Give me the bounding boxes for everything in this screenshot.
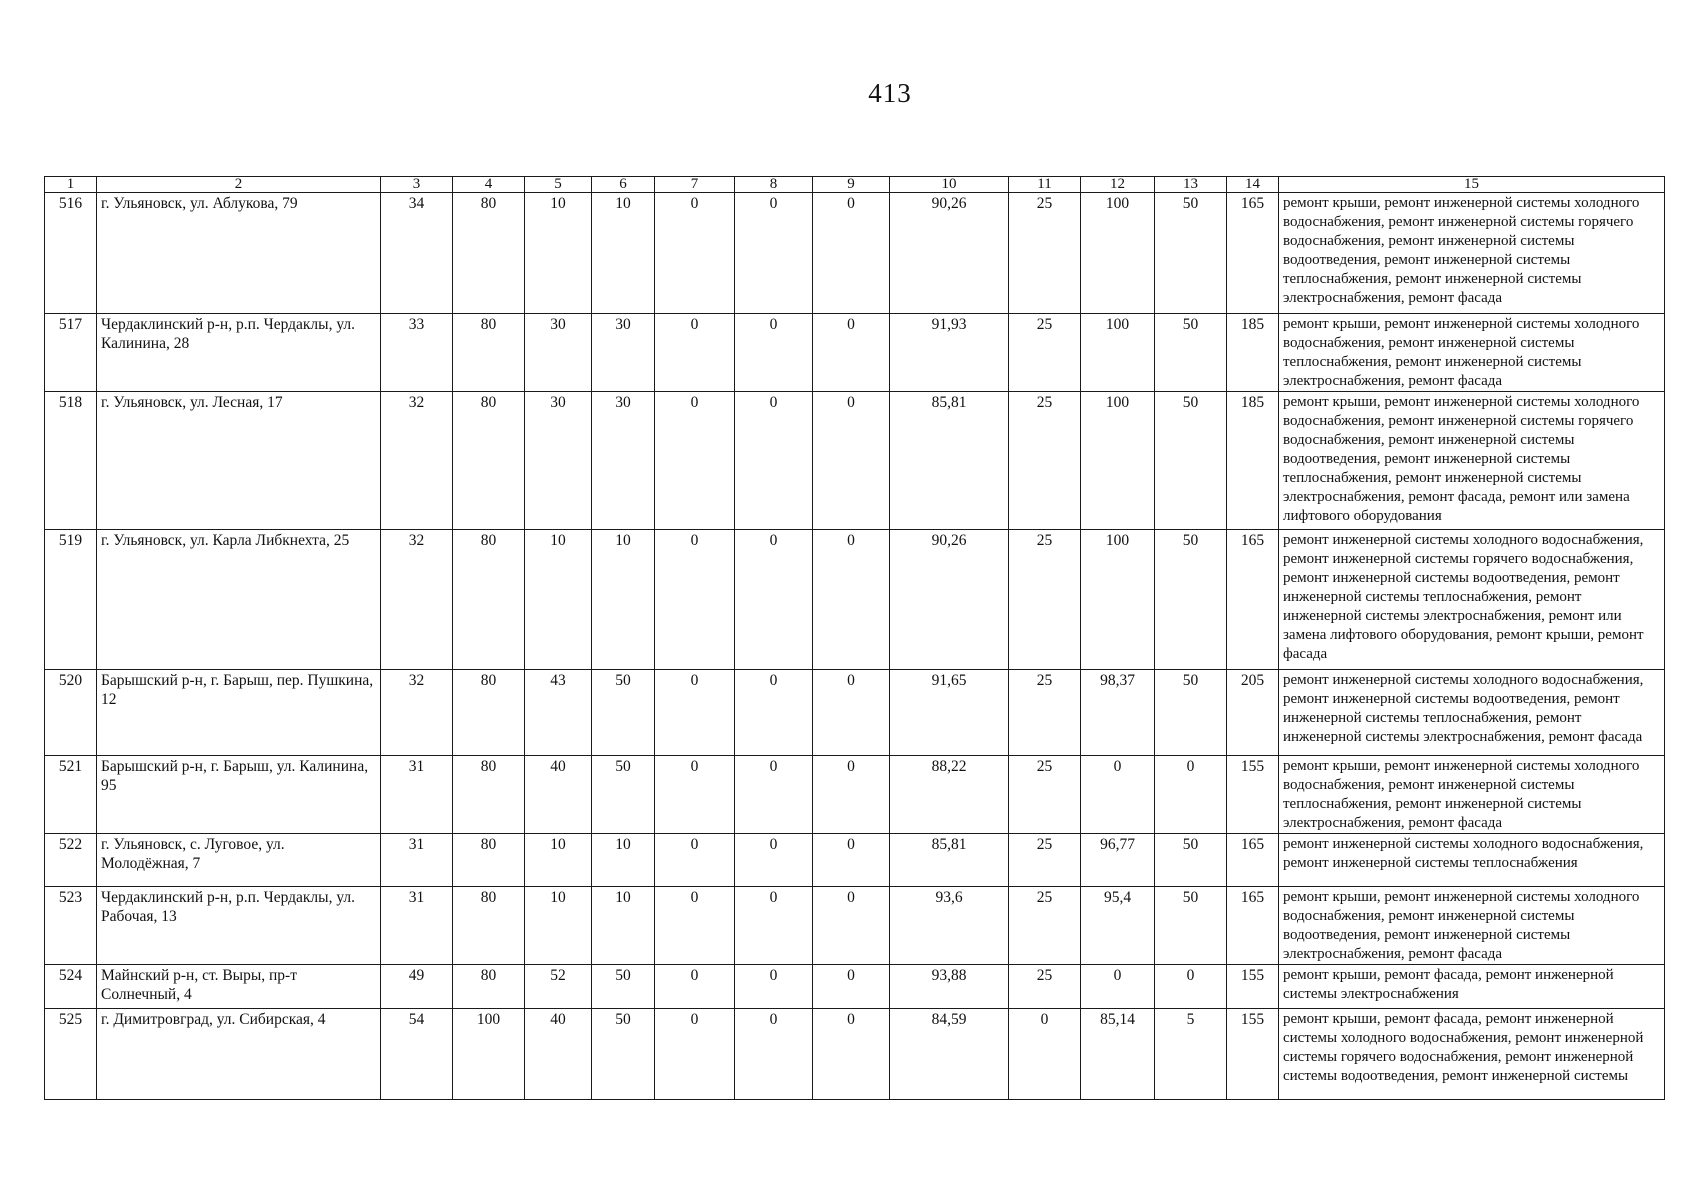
table-cell: 0 <box>655 530 735 670</box>
address-cell: Барышский р-н, г. Барыш, ул. Калинина, 95 <box>97 756 381 834</box>
table-cell: 25 <box>1009 392 1081 530</box>
column-header: 15 <box>1279 177 1665 193</box>
table-cell: 80 <box>453 756 525 834</box>
table-cell: 0 <box>1009 1009 1081 1100</box>
table-cell: 155 <box>1227 1009 1279 1100</box>
table-cell: 100 <box>1081 530 1155 670</box>
column-header: 6 <box>592 177 655 193</box>
address-cell: г. Ульяновск, с. Луговое, ул. Молодёжная, 7 <box>97 834 381 887</box>
row-number-cell: 520 <box>45 670 97 756</box>
table-cell: 25 <box>1009 756 1081 834</box>
table-cell: 0 <box>1081 965 1155 1009</box>
table-cell: 50 <box>1155 887 1227 965</box>
table-cell: 31 <box>381 756 453 834</box>
repair-works-cell: ремонт инженерной системы холодного водоснабжения, ремонт инженерной системы теплоснабжения <box>1279 834 1665 887</box>
repair-works-cell: ремонт крыши, ремонт инженерной системы холодного водоснабжения, ремонт инженерной системы водоотведения, ремонт инженерной системы электроснабжения, ремонт фасада <box>1279 887 1665 965</box>
table-cell: 0 <box>655 1009 735 1100</box>
table-cell: 85,81 <box>890 392 1009 530</box>
column-header: 12 <box>1081 177 1155 193</box>
address-cell: Чердаклинский р-н, р.п. Чердаклы, ул. Калинина, 28 <box>97 314 381 392</box>
table-row <box>45 756 1665 834</box>
table-cell: 30 <box>592 392 655 530</box>
table-cell: 100 <box>1081 392 1155 530</box>
address-cell: Майнский р-н, ст. Выры, пр-т Солнечный, 4 <box>97 965 381 1009</box>
table-cell: 80 <box>453 670 525 756</box>
row-number-cell: 519 <box>45 530 97 670</box>
table-cell: 25 <box>1009 834 1081 887</box>
table-cell: 0 <box>655 834 735 887</box>
table-cell: 80 <box>453 834 525 887</box>
table-cell: 52 <box>525 965 592 1009</box>
address-cell: Барышский р-н, г. Барыш, пер. Пушкина, 12 <box>97 670 381 756</box>
table-cell: 0 <box>813 965 890 1009</box>
table-cell: 10 <box>592 530 655 670</box>
table-cell: 50 <box>592 756 655 834</box>
table-cell: 80 <box>453 965 525 1009</box>
table-cell: 49 <box>381 965 453 1009</box>
repair-works-cell: ремонт крыши, ремонт инженерной системы холодного водоснабжения, ремонт инженерной системы горячего водоснабжения, ремонт инженерной системы водоотведения, ремонт инженерной системы теплоснабжения, ремонт инженерной системы электроснабжения, ремонт фасада, ремонт или замена лифтового оборудования <box>1279 392 1665 530</box>
table-row <box>45 530 1665 670</box>
table-cell: 185 <box>1227 392 1279 530</box>
row-number-cell: 517 <box>45 314 97 392</box>
table-cell: 10 <box>592 834 655 887</box>
table-cell: 50 <box>592 965 655 1009</box>
table-cell: 0 <box>735 670 813 756</box>
table-cell: 30 <box>525 314 592 392</box>
table-cell: 96,77 <box>1081 834 1155 887</box>
repair-works-cell: ремонт крыши, ремонт инженерной системы холодного водоснабжения, ремонт инженерной системы горячего водоснабжения, ремонт инженерной системы водоотведения, ремонт инженерной системы теплоснабжения, ремонт инженерной системы электроснабжения, ремонт фасада <box>1279 193 1665 314</box>
table-cell: 50 <box>1155 392 1227 530</box>
table-cell: 25 <box>1009 887 1081 965</box>
column-header: 7 <box>655 177 735 193</box>
column-header: 8 <box>735 177 813 193</box>
table-cell: 0 <box>735 392 813 530</box>
table-cell: 155 <box>1227 756 1279 834</box>
table-cell: 40 <box>525 756 592 834</box>
table-cell: 85,81 <box>890 834 1009 887</box>
table-cell: 90,26 <box>890 193 1009 314</box>
row-number-cell: 524 <box>45 965 97 1009</box>
repair-works-cell: ремонт инженерной системы холодного водоснабжения, ремонт инженерной системы водоотведения, ремонт инженерной системы теплоснабжения, ремонт инженерной системы электроснабжения, ремонт фасада <box>1279 670 1665 756</box>
table-cell: 88,22 <box>890 756 1009 834</box>
table-cell: 50 <box>1155 834 1227 887</box>
table-cell: 10 <box>592 887 655 965</box>
table-cell: 165 <box>1227 887 1279 965</box>
table-cell: 0 <box>813 1009 890 1100</box>
table-cell: 50 <box>1155 530 1227 670</box>
column-header: 14 <box>1227 177 1279 193</box>
table-cell: 0 <box>813 314 890 392</box>
table-cell: 165 <box>1227 834 1279 887</box>
table-row <box>45 392 1665 530</box>
table-cell: 205 <box>1227 670 1279 756</box>
table-cell: 40 <box>525 1009 592 1100</box>
table-cell: 10 <box>525 193 592 314</box>
column-header: 4 <box>453 177 525 193</box>
table-cell: 0 <box>813 530 890 670</box>
table-cell: 0 <box>813 193 890 314</box>
column-header: 5 <box>525 177 592 193</box>
repair-works-cell: ремонт крыши, ремонт фасада, ремонт инженерной системы электроснабжения <box>1279 965 1665 1009</box>
table-row <box>45 965 1665 1009</box>
table-cell: 93,88 <box>890 965 1009 1009</box>
table-cell: 50 <box>592 1009 655 1100</box>
table-cell: 80 <box>453 314 525 392</box>
table-cell: 0 <box>655 392 735 530</box>
row-number-cell: 516 <box>45 193 97 314</box>
row-number-cell: 523 <box>45 887 97 965</box>
table-cell: 0 <box>735 530 813 670</box>
column-header: 11 <box>1009 177 1081 193</box>
table-cell: 32 <box>381 670 453 756</box>
table-cell: 0 <box>735 193 813 314</box>
address-cell: г. Ульяновск, ул. Аблукова, 79 <box>97 193 381 314</box>
table-cell: 0 <box>655 670 735 756</box>
page-number: 413 <box>868 78 912 108</box>
table-cell: 0 <box>735 314 813 392</box>
table-cell: 0 <box>813 670 890 756</box>
table-row <box>45 887 1665 965</box>
row-number-cell: 521 <box>45 756 97 834</box>
table-cell: 0 <box>813 756 890 834</box>
capital-repair-register-table <box>44 176 1665 1100</box>
table-cell: 30 <box>525 392 592 530</box>
table-cell: 0 <box>813 887 890 965</box>
table-cell: 25 <box>1009 670 1081 756</box>
column-number-header-row <box>45 177 1665 193</box>
table-cell: 95,4 <box>1081 887 1155 965</box>
column-header: 2 <box>97 177 381 193</box>
table-cell: 25 <box>1009 965 1081 1009</box>
table-cell: 0 <box>1081 756 1155 834</box>
table-cell: 0 <box>735 887 813 965</box>
row-number-cell: 518 <box>45 392 97 530</box>
table-cell: 0 <box>1155 756 1227 834</box>
table-cell: 10 <box>525 887 592 965</box>
table-cell: 85,14 <box>1081 1009 1155 1100</box>
table-cell: 91,93 <box>890 314 1009 392</box>
table-cell: 0 <box>1155 965 1227 1009</box>
table-cell: 80 <box>453 193 525 314</box>
table-cell: 185 <box>1227 314 1279 392</box>
table-cell: 0 <box>735 1009 813 1100</box>
table-cell: 165 <box>1227 193 1279 314</box>
table-cell: 0 <box>735 756 813 834</box>
repair-works-cell: ремонт крыши, ремонт инженерной системы холодного водоснабжения, ремонт инженерной системы теплоснабжения, ремонт инженерной системы электроснабжения, ремонт фасада <box>1279 314 1665 392</box>
repair-works-cell: ремонт крыши, ремонт фасада, ремонт инженерной системы холодного водоснабжения, ремонт инженерной системы горячего водоснабжения, ремонт инженерной системы водоотведения, ремонт инженерной системы <box>1279 1009 1665 1100</box>
table-cell: 0 <box>735 965 813 1009</box>
table-cell: 0 <box>655 756 735 834</box>
table-cell: 0 <box>655 965 735 1009</box>
table-row <box>45 670 1665 756</box>
address-cell: г. Ульяновск, ул. Лесная, 17 <box>97 392 381 530</box>
table-cell: 93,6 <box>890 887 1009 965</box>
table-row <box>45 193 1665 314</box>
table-cell: 34 <box>381 193 453 314</box>
table-cell: 98,37 <box>1081 670 1155 756</box>
table-cell: 5 <box>1155 1009 1227 1100</box>
table-cell: 33 <box>381 314 453 392</box>
table-cell: 50 <box>1155 193 1227 314</box>
address-cell: г. Димитровград, ул. Сибирская, 4 <box>97 1009 381 1100</box>
table-cell: 100 <box>1081 193 1155 314</box>
table-cell: 54 <box>381 1009 453 1100</box>
table-cell: 30 <box>592 314 655 392</box>
repair-works-cell: ремонт крыши, ремонт инженерной системы холодного водоснабжения, ремонт инженерной системы теплоснабжения, ремонт инженерной системы электроснабжения, ремонт фасада <box>1279 756 1665 834</box>
table-cell: 31 <box>381 834 453 887</box>
table-cell: 155 <box>1227 965 1279 1009</box>
table-cell: 0 <box>655 887 735 965</box>
table-cell: 80 <box>453 392 525 530</box>
table-cell: 0 <box>655 314 735 392</box>
table-cell: 32 <box>381 530 453 670</box>
table-cell: 10 <box>592 193 655 314</box>
table-cell: 91,65 <box>890 670 1009 756</box>
table-cell: 43 <box>525 670 592 756</box>
table-cell: 50 <box>592 670 655 756</box>
table-cell: 10 <box>525 530 592 670</box>
table-cell: 25 <box>1009 193 1081 314</box>
table-cell: 100 <box>1081 314 1155 392</box>
table-cell: 80 <box>453 887 525 965</box>
table-cell: 25 <box>1009 314 1081 392</box>
table-cell: 10 <box>525 834 592 887</box>
row-number-cell: 522 <box>45 834 97 887</box>
table-cell: 50 <box>1155 670 1227 756</box>
table-cell: 80 <box>453 530 525 670</box>
column-header: 3 <box>381 177 453 193</box>
table-row <box>45 834 1665 887</box>
repair-works-cell: ремонт инженерной системы холодного водоснабжения, ремонт инженерной системы горячего водоснабжения, ремонт инженерной системы водоотведения, ремонт инженерной системы теплоснабжения, ремонт инженерной системы электроснабжения, ремонт или замена лифтового оборудования, ремонт крыши, ремонт фасада <box>1279 530 1665 670</box>
column-header: 1 <box>45 177 97 193</box>
column-header: 10 <box>890 177 1009 193</box>
column-header: 13 <box>1155 177 1227 193</box>
table-cell: 32 <box>381 392 453 530</box>
table-cell: 25 <box>1009 530 1081 670</box>
table-row <box>45 1009 1665 1100</box>
table-row <box>45 314 1665 392</box>
table-cell: 0 <box>655 193 735 314</box>
table-cell: 0 <box>813 392 890 530</box>
column-header: 9 <box>813 177 890 193</box>
table-cell: 100 <box>453 1009 525 1100</box>
table-cell: 0 <box>813 834 890 887</box>
address-cell: Чердаклинский р-н, р.п. Чердаклы, ул. Рабочая, 13 <box>97 887 381 965</box>
table-cell: 0 <box>735 834 813 887</box>
table-cell: 50 <box>1155 314 1227 392</box>
table-body <box>45 193 1665 1100</box>
table-cell: 90,26 <box>890 530 1009 670</box>
table-cell: 31 <box>381 887 453 965</box>
row-number-cell: 525 <box>45 1009 97 1100</box>
table-cell: 84,59 <box>890 1009 1009 1100</box>
table-cell: 165 <box>1227 530 1279 670</box>
address-cell: г. Ульяновск, ул. Карла Либкнехта, 25 <box>97 530 381 670</box>
